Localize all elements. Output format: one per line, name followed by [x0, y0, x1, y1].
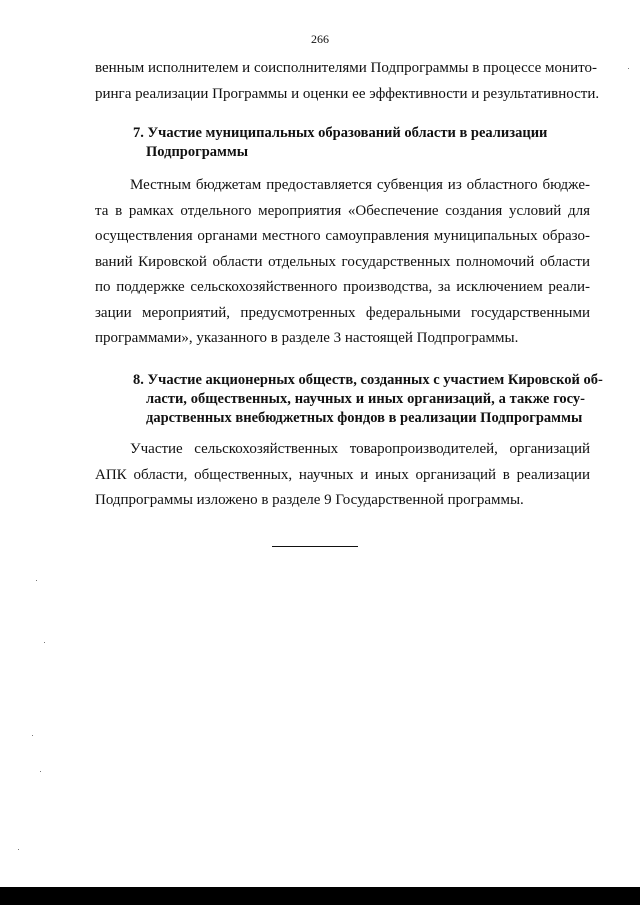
scan-speck	[628, 68, 629, 69]
paragraph-line: ваний Кировской области отдельных государственных полномочий области	[95, 253, 590, 270]
paragraph-line: по поддержке сельскохозяйственного производства, за исключением реали-	[95, 279, 590, 295]
paragraph-line: Местным бюджетам предоставляется субвенция из областного бюдже-	[130, 177, 590, 193]
section-8-paragraph	[95, 437, 590, 514]
paragraph-line: осуществления органами местного самоуправления муниципальных образо-	[95, 228, 590, 244]
paragraph-line: зации мероприятий, предусмотренных федеральными государственными	[95, 304, 590, 321]
paragraph-line: та в рамках отдельного мероприятия «Обеспечение создания условий для	[95, 202, 590, 219]
heading-line: 7. Участие муниципальных образований области в реализации	[133, 125, 548, 141]
heading-line: ласти, общественных, научных и иных организаций, а также госу-	[146, 391, 585, 407]
heading-line: Подпрограммы	[146, 144, 249, 160]
paragraph-line: Участие сельскохозяйственных товаропроизводителей, организаций	[130, 441, 590, 457]
scan-speck	[44, 642, 45, 643]
scan-speck	[32, 735, 33, 736]
section-8-heading	[133, 371, 603, 428]
heading-line: дарственных внебюджетных фондов в реализации Подпрограммы	[146, 410, 583, 426]
scan-speck	[18, 849, 19, 850]
intro-paragraph	[95, 56, 600, 107]
paragraph-line: венным исполнителем и соисполнителями Подпрограммы в процессе монито-	[95, 60, 597, 76]
scan-speck	[40, 771, 41, 772]
section-7-heading	[133, 124, 583, 162]
scan-edge-bar	[0, 887, 640, 905]
page-number: 266	[311, 32, 329, 46]
section-7-paragraph	[95, 173, 590, 352]
paragraph-line: Подпрограммы изложено в разделе 9 Государственной программы.	[95, 492, 524, 508]
paragraph-line: АПК области, общественных, научных и иных организаций в реализации	[95, 466, 590, 483]
end-divider	[272, 546, 358, 547]
heading-line: 8. Участие акционерных обществ, созданных с участием Кировской об-	[133, 372, 603, 388]
paragraph-line: ринга реализации Программы и оценки ее эффективности и результативности.	[95, 85, 600, 102]
scan-speck	[36, 580, 37, 581]
paragraph-line: программами», указанного в разделе 3 настоящей Подпрограммы.	[95, 330, 519, 346]
